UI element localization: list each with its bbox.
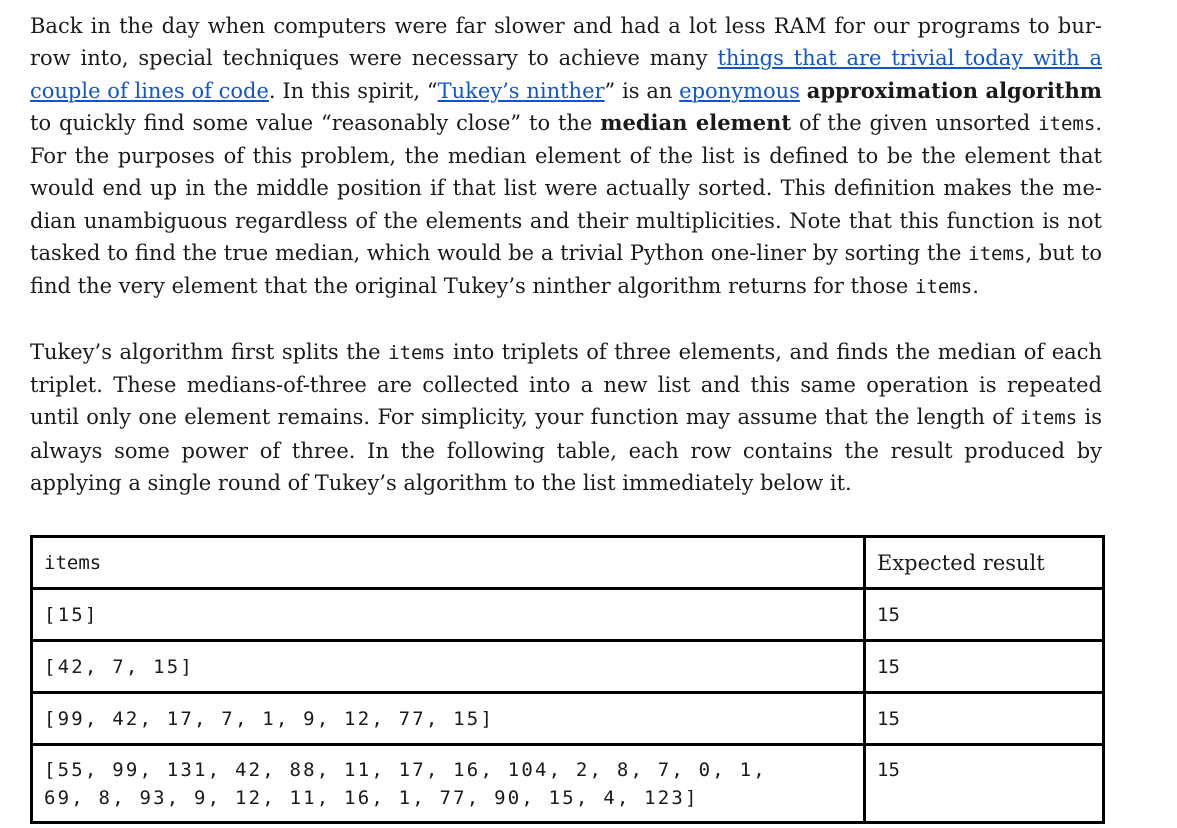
table-row (32, 693, 1104, 745)
result-cell: 15 (865, 745, 1104, 823)
header-expected-result: Expected result (865, 537, 1104, 589)
items-cell: [55, 99, 131, 42, 88, 11, 17, 16, 104, 2, 8, 7, 0, 1, 69, 8, 93, 9, 12, 11, 16, 1, 77, 90, 15, 4, 123] (32, 745, 865, 823)
table-row (32, 745, 1104, 823)
text-span: ” is an (604, 78, 680, 103)
text-span (800, 79, 807, 103)
text-span: is always some power of three. In the following table, each row contains the result produced by applying a single round of Tukey’s algorithm to the list immediately below it. (30, 405, 1103, 495)
text-span: . (972, 274, 979, 299)
items-cell: [42, 7, 15] (32, 641, 865, 693)
items-cell: [99, 42, 17, 7, 1, 9, 12, 77, 15] (32, 693, 865, 745)
link-tukeys-ninther[interactable]: Tukey’s ninther (437, 78, 605, 103)
examples-table (30, 535, 1105, 824)
header-items: items (32, 537, 865, 589)
code-items: items (1038, 112, 1096, 135)
code-items: items (388, 341, 446, 364)
items-cell: [15] (32, 589, 865, 641)
text-span: . In this spirit, “ (268, 78, 438, 103)
result-cell: 15 (865, 589, 1104, 641)
text-span: , but to find the very element that the original Tukey’s ninther algorithm returns for those (30, 241, 1103, 299)
bold-median-element: median element (600, 109, 792, 135)
text-span: into triplets of three elements, and finds the median of each triplet. These medians-of-three are collected into a new list and this same operation is repeated until only one element remains. For simplicity, your function may assume that the length of (30, 339, 1102, 430)
result-cell: 15 (865, 693, 1104, 745)
bold-approximation-algorithm: approximation algorithm (806, 77, 1102, 103)
result-cell: 15 (865, 641, 1104, 693)
text-span: Back in the day when computers were far slower and had a lot less RAM for our programs to burrow into, special techniques were necessary to achieve many (30, 14, 1102, 71)
table-row (32, 589, 1104, 641)
text-span: . For the purposes of this problem, the median element of the list is defined to be the element that would end up in the middle position if that list were actually sorted. This definition makes the median unambiguous regardless of the elements and their multiplicities. Note that this function is not tasked to find the true median, which would be a trivial Python one-liner by sorting the (30, 110, 1102, 266)
table-header-row (32, 537, 1104, 589)
text-span: to quickly find some value “reasonably close” to the (30, 110, 601, 135)
code-items: items (915, 276, 973, 299)
link-eponymous[interactable]: eponymous (679, 78, 800, 103)
paragraph-intro (30, 10, 1102, 304)
table-row (32, 641, 1104, 693)
code-items: items (968, 243, 1026, 266)
document-body (30, 10, 1102, 499)
text-span: Tukey’s algorithm first splits the (30, 339, 389, 364)
link-trivial-today[interactable]: things that are trivial today with a couple of lines of code (30, 46, 1103, 103)
code-items: items (1019, 407, 1078, 430)
text-span: of the given unsorted (791, 110, 1039, 135)
paragraph-algorithm (30, 336, 1102, 499)
